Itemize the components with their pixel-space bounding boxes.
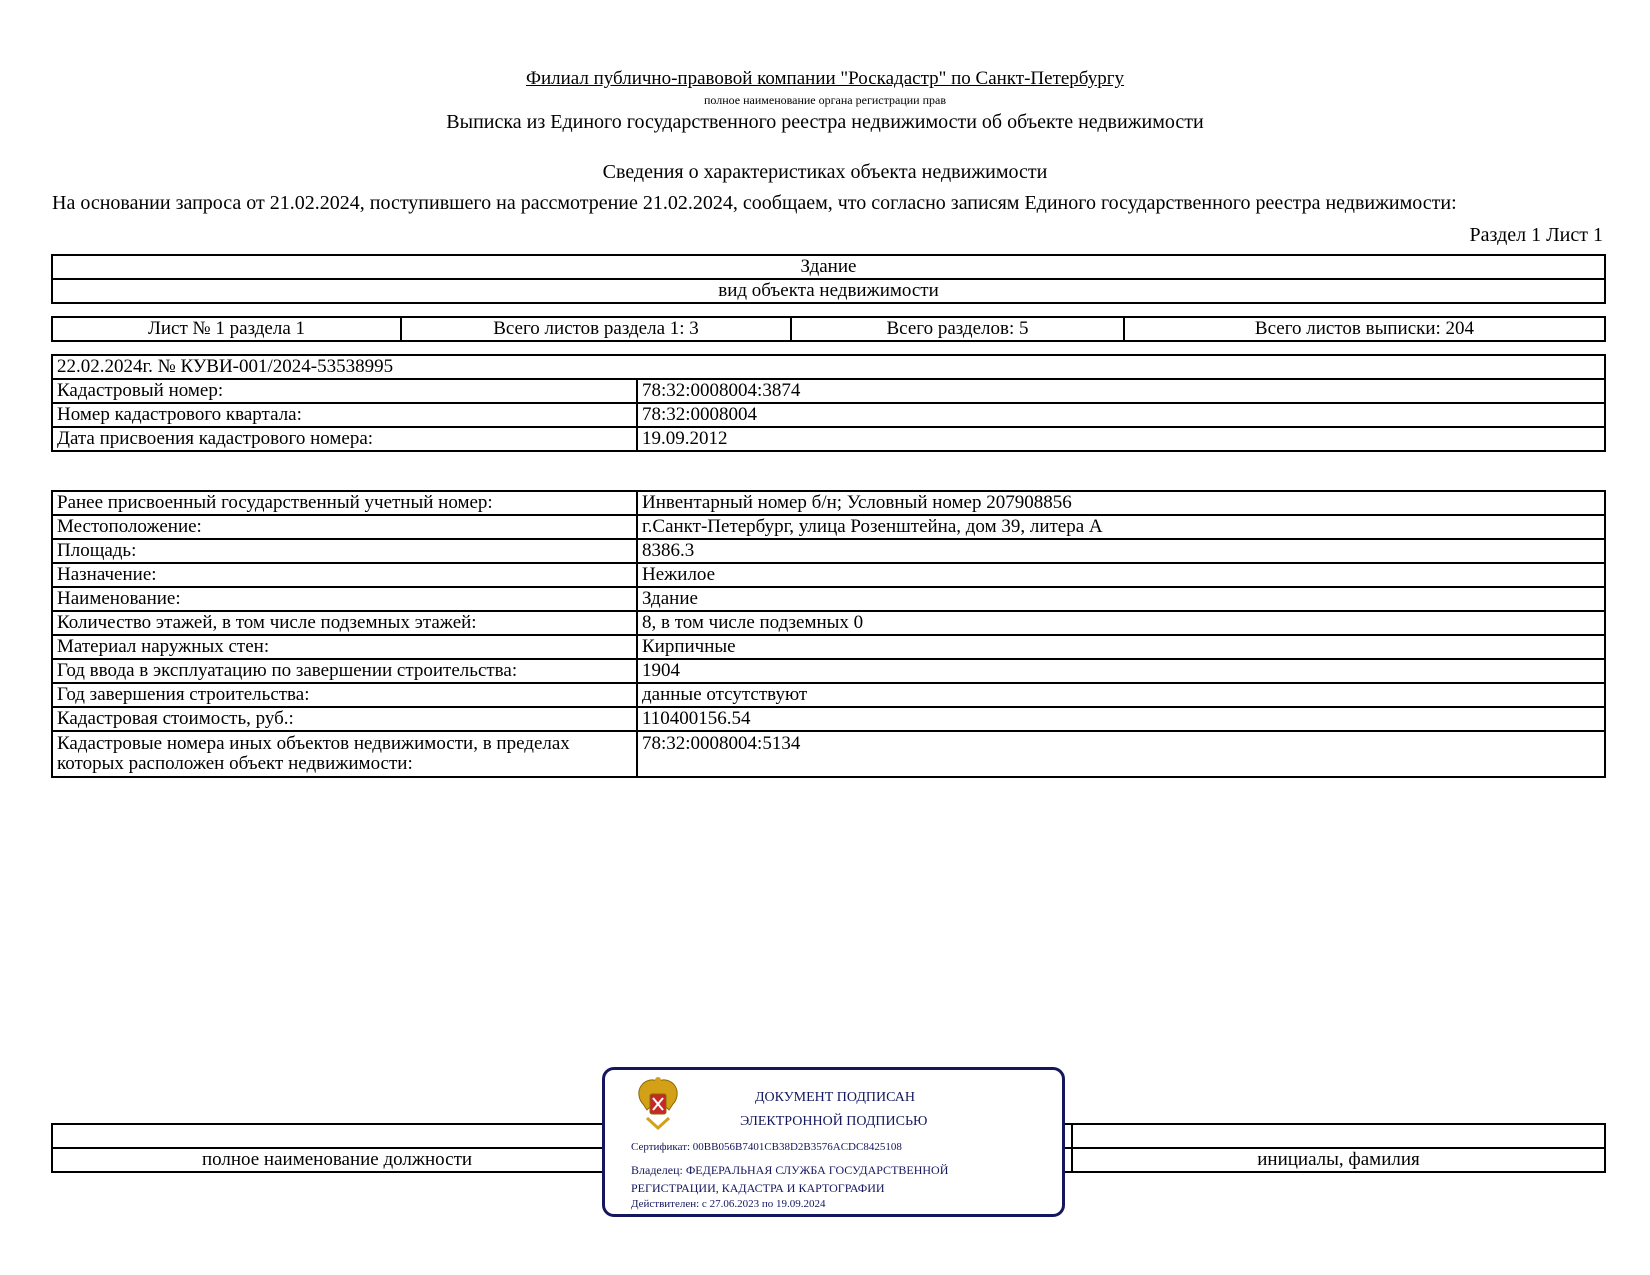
row-label: Год завершения строительства: <box>52 683 637 707</box>
row-value: данные отсутствуют <box>637 683 1605 707</box>
organization-caption: полное наименование органа регистрации прав <box>703 93 947 107</box>
row-value: 78:32:0008004:5134 <box>637 731 1605 777</box>
row-value: Здание <box>637 587 1605 611</box>
table-row <box>52 659 1605 683</box>
row-label: Материал наружных стен: <box>52 635 637 659</box>
document-title: Выписка из Единого государственного реестра недвижимости об объекте недвижимости <box>446 111 1204 133</box>
total-sections: Всего разделов: 5 <box>791 317 1124 341</box>
stamp-validity: Действителен: с 27.06.2023 по 19.09.2024 <box>631 1198 826 1210</box>
row-value: Кирпичные <box>637 635 1605 659</box>
row-value: 78:32:0008004:3874 <box>637 379 1605 403</box>
table-row <box>52 707 1605 731</box>
row-label: Кадастровые номера иных объектов недвижимости, в пределах которых расположен объект недвижимости: <box>52 731 637 777</box>
object-type-value: Здание <box>52 255 1605 279</box>
row-label: Площадь: <box>52 539 637 563</box>
row-value: 19.09.2012 <box>637 427 1605 451</box>
table-row <box>52 563 1605 587</box>
stamp-owner-line2: РЕГИСТРАЦИИ, КАДАСТРА И КАРТОГРАФИИ <box>631 1181 885 1195</box>
stamp-owner-line1: Владелец: ФЕДЕРАЛЬНАЯ СЛУЖБА ГОСУДАРСТВЕННОЙ <box>631 1163 949 1177</box>
table-row <box>52 683 1605 707</box>
document-number: 22.02.2024г. № КУВИ-001/2024-53538995 <box>52 355 1605 379</box>
row-value: 78:32:0008004 <box>637 403 1605 427</box>
name-field <box>1072 1124 1605 1148</box>
object-type-table <box>51 254 1606 304</box>
page-reference: Раздел 1 Лист 1 <box>1469 224 1603 246</box>
object-type-caption: вид объекта недвижимости <box>52 279 1605 303</box>
table-row <box>52 379 1605 403</box>
row-label: Ранее присвоенный государственный учетный номер: <box>52 491 637 515</box>
identification-table <box>51 354 1606 452</box>
row-label: Наименование: <box>52 587 637 611</box>
row-label: Назначение: <box>52 563 637 587</box>
sheets-table <box>51 316 1606 342</box>
stamp-certificate: Сертификат: 00BB056B7401CB38D2B3576ACDC8425108 <box>631 1141 902 1153</box>
row-label: Год ввода в эксплуатацию по завершении строительства: <box>52 659 637 683</box>
table-row <box>52 635 1605 659</box>
section-title: Сведения о характеристиках объекта недвижимости <box>602 161 1048 183</box>
row-label: Кадастровый номер: <box>52 379 637 403</box>
coat-of-arms-icon <box>633 1076 683 1132</box>
table-row <box>52 731 1605 777</box>
row-label: Количество этажей, в том числе подземных этажей: <box>52 611 637 635</box>
row-label: Местоположение: <box>52 515 637 539</box>
table-row <box>52 491 1605 515</box>
basis-text: На основании запроса от 21.02.2024, поступившего на рассмотрение 21.02.2024, сообщаем, что согласно записям Единого государственного реестра недвижимости: <box>52 192 1457 214</box>
position-caption: полное наименование должности <box>52 1148 622 1172</box>
electronic-signature-stamp <box>602 1067 1065 1217</box>
sheet-number: Лист № 1 раздела 1 <box>52 317 401 341</box>
table-row <box>52 427 1605 451</box>
row-label: Кадастровая стоимость, руб.: <box>52 707 637 731</box>
table-row <box>52 515 1605 539</box>
total-extract-sheets: Всего листов выписки: 204 <box>1124 317 1605 341</box>
table-row <box>52 539 1605 563</box>
row-value: 8, в том числе подземных 0 <box>637 611 1605 635</box>
row-value: Нежилое <box>637 563 1605 587</box>
stamp-title-line1: ДОКУМЕНТ ПОДПИСАН <box>755 1090 915 1105</box>
row-value: Инвентарный номер б/н; Условный номер 207908856 <box>637 491 1605 515</box>
position-field <box>52 1124 622 1148</box>
table-row <box>52 611 1605 635</box>
row-value: 8386.3 <box>637 539 1605 563</box>
row-label: Дата присвоения кадастрового номера: <box>52 427 637 451</box>
table-row <box>52 587 1605 611</box>
stamp-title-line2: ЭЛЕКТРОННОЙ ПОДПИСЬЮ <box>740 1114 928 1129</box>
row-value: г.Санкт-Петербург, улица Розенштейна, дом 39, литера А <box>637 515 1605 539</box>
table-row <box>52 403 1605 427</box>
properties-table <box>51 490 1606 778</box>
total-section-sheets: Всего листов раздела 1: 3 <box>401 317 791 341</box>
row-value: 1904 <box>637 659 1605 683</box>
row-value: 110400156.54 <box>637 707 1605 731</box>
row-label: Номер кадастрового квартала: <box>52 403 637 427</box>
organization-name: Филиал публично-правовой компании "Роскадастр" по Санкт-Петербургу <box>525 68 1125 89</box>
name-caption: инициалы, фамилия <box>1072 1148 1605 1172</box>
